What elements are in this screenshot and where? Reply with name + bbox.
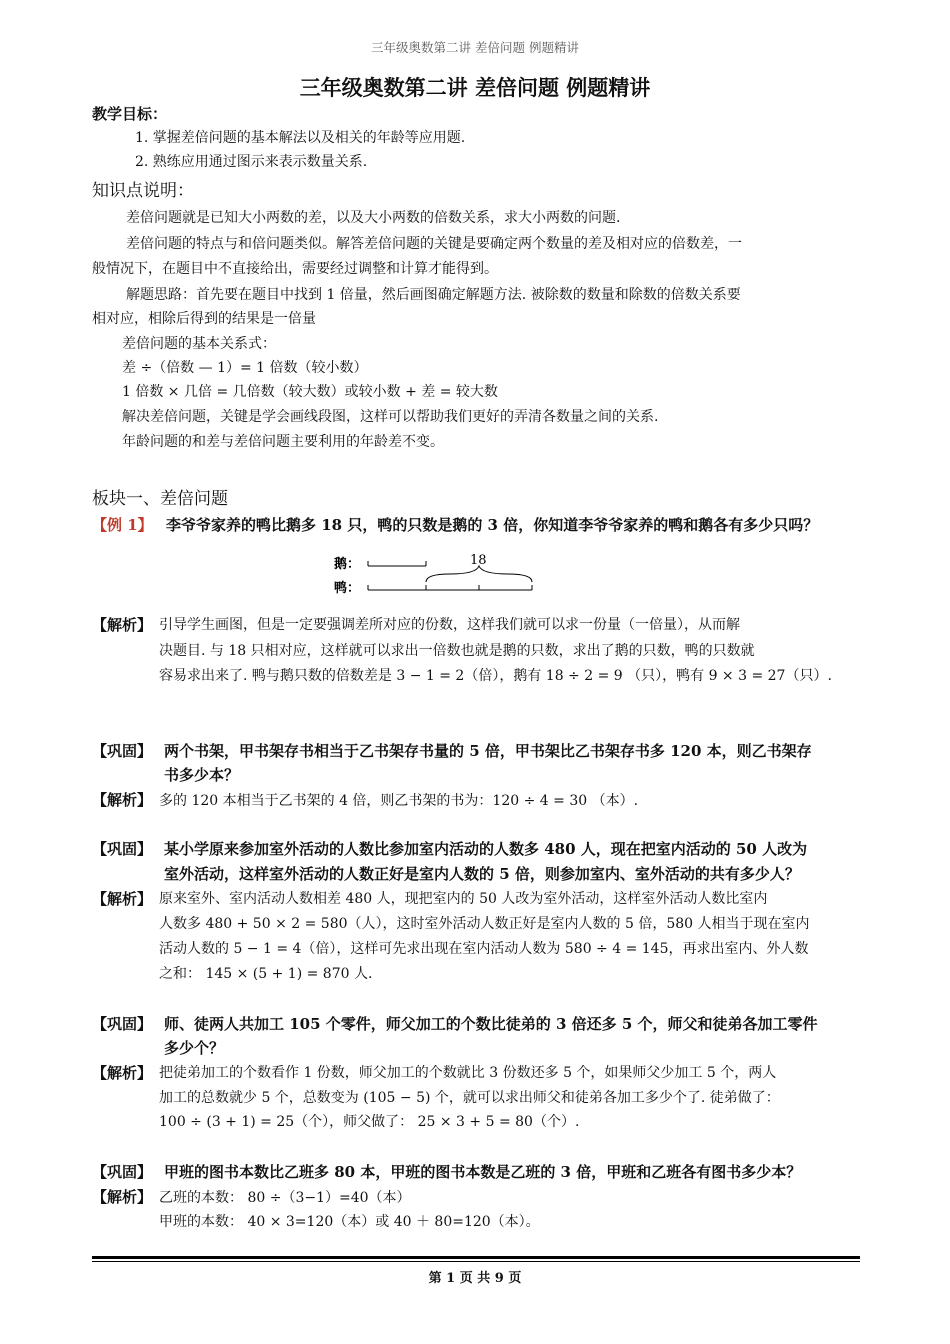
exercise-tag: 【巩固】 [92, 1163, 153, 1181]
knowledge-line: 解决差倍问题，关键是学会画线段图，这样可以帮助我们更好的弄清各数量之间的关系. [122, 409, 659, 425]
exercise-question: 室外活动，这样室外活动的人数正好是室内人数的 5 倍，则参加室内、室外活动的共有多少人？ [164, 865, 800, 883]
exercise-tag: 【巩固】 [92, 840, 153, 858]
answer-line: 甲班的本数： 40 × 3=120（本）或 40 ＋ 80=120（本）。 [159, 1214, 540, 1230]
exercise-tag: 【巩固】 [92, 742, 153, 760]
answer-line: 容易求出来了. 鸭与鹅只数的倍数差是 3 − 1 = 2（倍），鹅有 18 ÷ 2 = 9 （只），鸭有 9 × 3 = 27（只）. [159, 668, 832, 684]
goal-item: 1. 掌握差倍问题的基本解法以及相关的年龄等应用题. [135, 130, 466, 146]
answer-tag: 【解析】 [92, 890, 153, 908]
answer-line: 之和： 145 × (5 + 1) = 870 人. [159, 966, 373, 982]
segment-diagram-svg [330, 552, 550, 598]
exercise-question: 两个书架，甲书架存书相当于乙书架存书量的 5 倍，甲书架比乙书架存书多 120 本，则乙书架存 [164, 742, 812, 760]
answer-line: 多的 120 本相当于乙书架的 4 倍，则乙书架的书为：120 ÷ 4 = 30 （本）. [159, 793, 639, 809]
knowledge-line: 般情况下，在题目中不直接给出，需要经过调整和计算才能得到。 [92, 261, 498, 277]
page-title: 三年级奥数第二讲 差倍问题 例题精讲 [299, 75, 651, 100]
difference-brace [426, 566, 532, 582]
formula-line: 1 倍数 × 几倍 = 几倍数（较大数）或较小数 + 差 = 较大数 [122, 384, 498, 400]
knowledge-heading: 知识点说明： [92, 181, 194, 201]
running-header: 三年级奥数第二讲 差倍问题 例题精讲 [371, 40, 579, 55]
duck-label: 鸭： [334, 581, 361, 596]
block-title: 板块一、差倍问题 [92, 489, 228, 509]
knowledge-line: 年龄问题的和差与差倍问题主要利用的年龄差不变。 [122, 434, 444, 450]
answer-tag: 【解析】 [92, 1064, 153, 1082]
formula-line: 差 ÷（倍数 — 1）= 1 倍数（较小数） [122, 360, 368, 376]
answer-line: 人数多 480 + 50 × 2 = 580（人），这时室外活动人数正好是室内人数的 5 倍，580 人相当于现在室内 [159, 916, 810, 932]
exercise-question: 师、徒两人共加工 105 个零件，师父加工的个数比徒弟的 3 倍还多 5 个，师父和徒弟各加工零件 [164, 1015, 818, 1033]
exercise-tag: 【巩固】 [92, 1015, 153, 1033]
answer-tag: 【解析】 [92, 616, 153, 634]
knowledge-line: 差倍问题的特点与和倍问题类似。解答差倍问题的关键是要确定两个数量的差及相对应的倍数差，一 [126, 236, 742, 252]
footer-rule-thick [92, 1256, 860, 1259]
answer-line: 活动人数的 5 − 1 = 4（倍），这样可先求出现在室内活动人数为 580 ÷ 4 = 145，再求出室内、外人数 [159, 941, 809, 957]
answer-line: 决题目. 与 18 只相对应，这样就可以求出一倍数也就是鹅的只数，求出了鹅的只数，鸭的只数就 [159, 643, 755, 659]
answer-tag: 【解析】 [92, 791, 153, 809]
answer-line: 100 ÷ (3 + 1) = 25（个），师父做了： 25 × 3 + 5 = 80（个）. [159, 1114, 580, 1130]
exercise-question: 书多少本？ [164, 766, 240, 784]
goal-item: 2. 熟练应用通过图示来表示数量关系. [135, 154, 368, 170]
exercise-question: 甲班的图书本数比乙班多 80 本，甲班的图书本数是乙班的 3 倍，甲班和乙班各有图书多少本？ [164, 1163, 802, 1181]
answer-line: 原来室外、室内活动人数相差 480 人，现把室内的 50 人改为室外活动，这样室外活动人数比室内 [159, 891, 768, 907]
goose-label: 鹅： [334, 557, 361, 572]
example-tag: 【例 1】 [92, 516, 153, 534]
answer-line: 加工的总数就少 5 个，总数变为 (105 − 5) 个，就可以求出师父和徒弟各加工多少个了. 徒弟做了： [159, 1090, 780, 1106]
page-number: 第 1 页 共 9 页 [428, 1271, 522, 1286]
exercise-question: 某小学原来参加室外活动的人数比参加室内活动的人数多 480 人，现在把室内活动的 50 人改为 [164, 840, 808, 858]
knowledge-line: 相对应，相除后得到的结果是一倍量 [92, 311, 316, 327]
knowledge-line: 差倍问题就是已知大小两数的差，以及大小两数的倍数关系，求大小两数的问题. [126, 210, 621, 226]
answer-line: 把徒弟加工的个数看作 1 份数，师父加工的个数就比 3 份数还多 5 个，如果师父少加工 5 个，两人 [159, 1065, 777, 1081]
answer-line: 乙班的本数： 80 ÷（3−1）=40（本） [159, 1190, 411, 1206]
goals-heading: 教学目标： [92, 105, 168, 123]
footer-rule-thin [92, 1261, 860, 1262]
knowledge-line: 差倍问题的基本关系式： [122, 336, 276, 352]
line-segment-diagram [330, 552, 550, 602]
difference-value: 18 [470, 553, 487, 568]
knowledge-line: 解题思路：首先要在题目中找到 1 倍量，然后画图确定解题方法. 被除数的数量和除数的倍数关系要 [126, 287, 741, 303]
example-question: 李爷爷家养的鸭比鹅多 18 只，鸭的只数是鹅的 3 倍，你知道李爷爷家养的鸭和鹅各有多少只吗？ [166, 516, 819, 534]
answer-tag: 【解析】 [92, 1188, 153, 1206]
exercise-question: 多少个？ [164, 1039, 225, 1057]
answer-line: 引导学生画图，但是一定要强调差所对应的份数，这样我们就可以求一份量（一倍量），从而解 [159, 617, 740, 633]
